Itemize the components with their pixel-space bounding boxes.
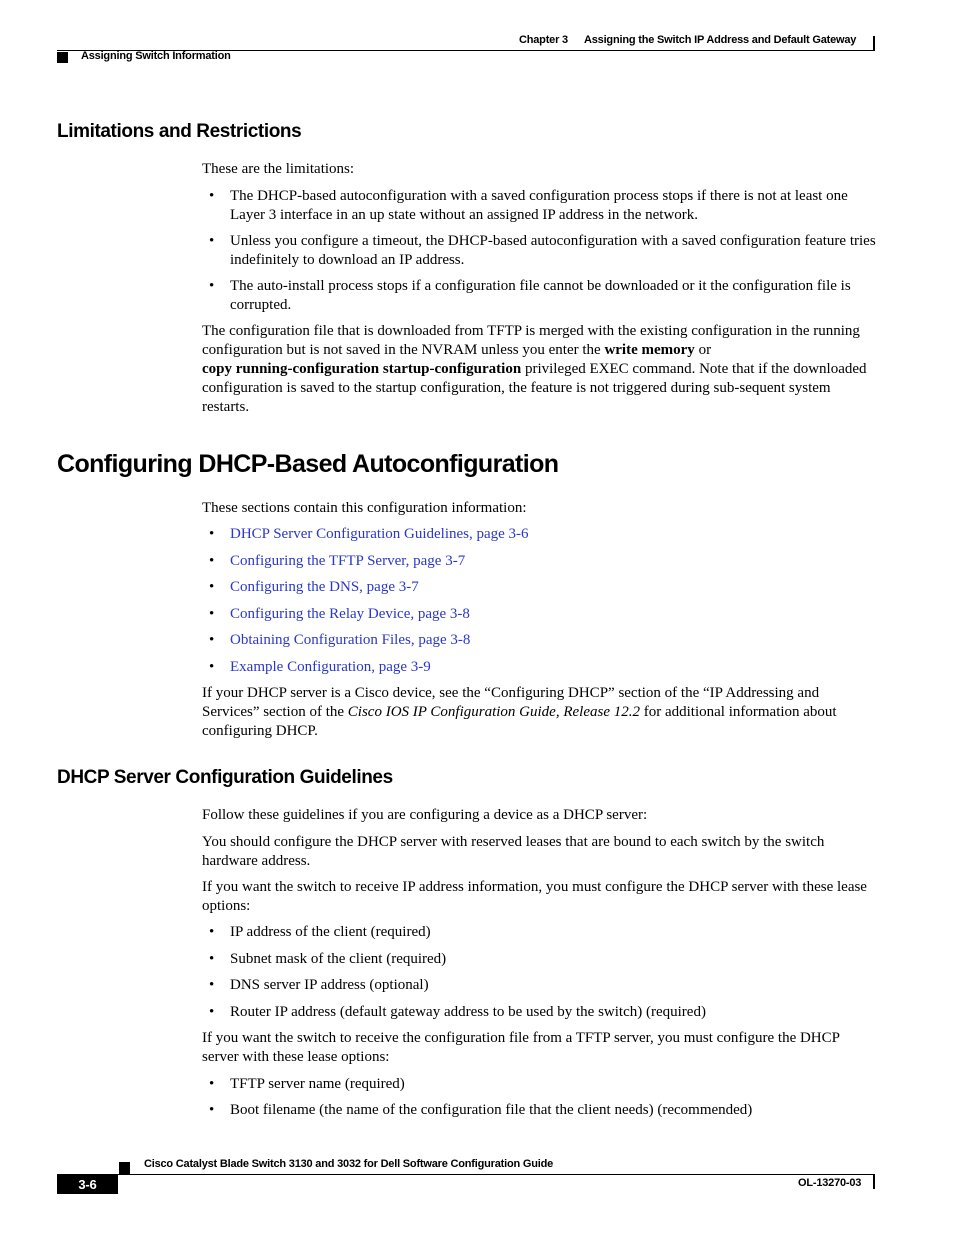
bullet-icon: •	[209, 233, 215, 249]
link-obtaining-config-files[interactable]: Obtaining Configuration Files, page 3-8	[230, 632, 471, 648]
page-number: 3-6	[78, 1177, 97, 1192]
list-item: • The auto-install process stops if a configuration file cannot be downloaded or it the configuration file is corrupted.	[209, 278, 851, 313]
bullet-icon: •	[209, 1102, 215, 1118]
link-dns[interactable]: Configuring the DNS, page 3-7	[230, 579, 419, 595]
list-item: • DNS server IP address (optional)	[209, 977, 429, 993]
bullet-icon: •	[209, 278, 215, 294]
footer-doc-id: OL-13270-03	[798, 1177, 862, 1189]
list-item: • TFTP server name (required)	[209, 1076, 405, 1092]
bullet-icon: •	[209, 951, 215, 967]
guidelines-paragraph-2: If you want the switch to receive IP address information, you must configure the DHCP server with these lease options:	[202, 879, 867, 914]
section-heading-limitations: Limitations and Restrictions	[57, 121, 302, 142]
bullet-icon: •	[209, 659, 215, 675]
bullet-icon: •	[209, 924, 215, 940]
guide-reference: Cisco IOS IP Configuration Guide, Release 12.2	[347, 704, 640, 720]
list-item: • The DHCP-based autoconfiguration with a saved configuration process stops if there is not at least one Layer 3 interface in an up state without an assigned IP address in the network.	[209, 188, 848, 223]
command-copy-running-config: copy running-configuration startup-configuration	[202, 361, 522, 377]
bullet-icon: •	[209, 553, 215, 569]
section-heading-dhcp-guidelines: DHCP Server Configuration Guidelines	[57, 767, 393, 788]
link-example-configuration[interactable]: Example Configuration, page 3-9	[230, 659, 431, 675]
link-tftp-server[interactable]: Configuring the TFTP Server, page 3-7	[230, 553, 466, 569]
header-chapter-title: Assigning the Switch IP Address and Default Gateway	[584, 34, 857, 46]
header-marker	[873, 36, 875, 50]
footer-marker	[873, 1175, 875, 1189]
header-chapter: Chapter 3	[519, 34, 568, 46]
list-item: • Boot filename (the name of the configuration file that the client needs) (recommended)	[209, 1102, 753, 1118]
configuring-paragraph: If your DHCP server is a Cisco device, see the “Configuring DHCP” section of the “IP Addressing and Services” section of the Cisco IOS IP Configuration Guide, Release 12.2 for additional information about configuring DHCP.	[202, 685, 837, 739]
list-item	[202, 552, 878, 571]
guidelines-intro: Follow these guidelines if you are configuring a device as a DHCP server:	[202, 807, 648, 823]
bullet-icon: •	[209, 1076, 215, 1092]
header-block	[57, 52, 68, 63]
guidelines-paragraph-3: If you want the switch to receive the configuration file from a TFTP server, you must configure the DHCP server with these lease options:	[202, 1030, 840, 1065]
configuring-intro: These sections contain this configuration information:	[202, 500, 527, 516]
list-item	[202, 658, 878, 677]
list-item	[202, 578, 878, 597]
page-title: Configuring DHCP-Based Autoconfiguration	[57, 450, 559, 478]
list-item: • Unless you configure a timeout, the DHCP-based autoconfiguration with a saved configuration feature tries indefinitely to download an IP address.	[209, 233, 876, 268]
bullet-icon: •	[209, 526, 215, 542]
guidelines-paragraph-1: You should configure the DHCP server with reserved leases that are bound to each switch by the switch hardware address.	[202, 834, 825, 869]
limitations-intro: These are the limitations:	[202, 161, 355, 177]
list-item	[202, 605, 878, 624]
footer-block	[119, 1162, 130, 1174]
bullet-icon: •	[209, 632, 215, 648]
bullet-icon: •	[209, 1004, 215, 1020]
list-item: • IP address of the client (required)	[209, 924, 431, 940]
footer-guide-title: Cisco Catalyst Blade Switch 3130 and 3032 for Dell Software Configuration Guide	[144, 1158, 554, 1170]
command-write-memory: write memory	[604, 342, 695, 358]
bullet-icon: •	[209, 188, 215, 204]
footer-rule	[57, 1174, 875, 1175]
bullet-icon: •	[209, 606, 215, 622]
link-relay-device[interactable]: Configuring the Relay Device, page 3-8	[230, 606, 470, 622]
list-item	[202, 631, 878, 650]
list-item: • Subnet mask of the client (required)	[209, 951, 447, 967]
limitations-paragraph: The configuration file that is downloaded from TFTP is merged with the existing configuration in the running configuration but is not saved in the NVRAM unless you enter the write memory or copy running-configuration startup-configuration privileged EXEC command. Note that if the downloaded configuration is saved to the startup configuration, the feature is not triggered during sub-sequent system restarts.	[202, 323, 867, 415]
header-section: Assigning Switch Information	[81, 50, 231, 62]
list-item	[202, 525, 878, 544]
bullet-icon: •	[209, 579, 215, 595]
link-dhcp-server-guidelines[interactable]: DHCP Server Configuration Guidelines, page 3-6	[230, 526, 529, 542]
bullet-icon: •	[209, 977, 215, 993]
list-item: • Router IP address (default gateway address to be used by the switch) (required)	[209, 1004, 706, 1020]
